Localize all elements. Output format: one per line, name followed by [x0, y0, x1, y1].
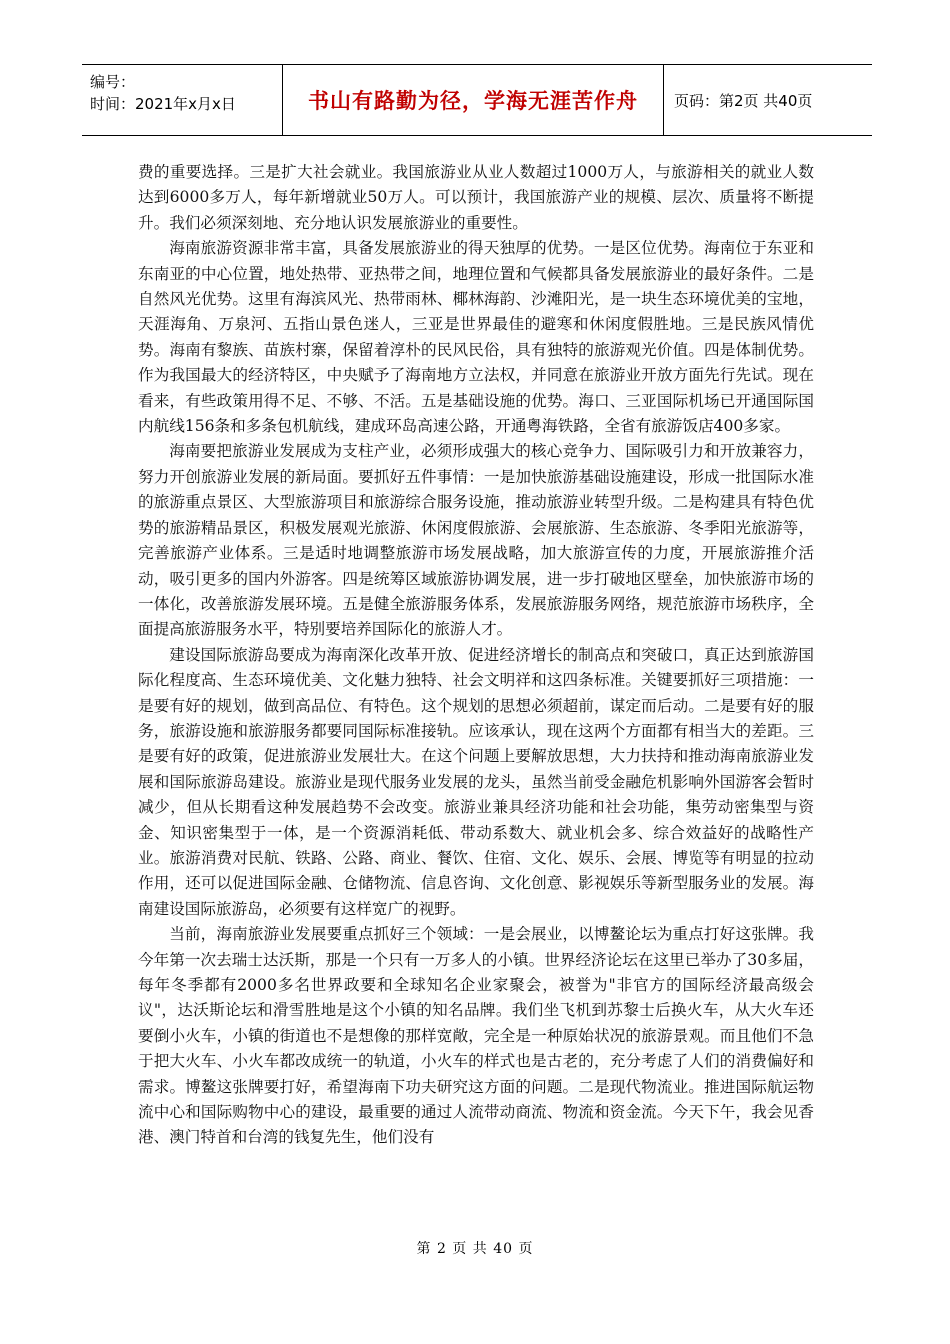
header-meta	[82, 65, 282, 135]
header-page-cell	[664, 65, 872, 135]
body-paragraph: 海南旅游资源非常丰富，具备发展旅游业的得天独厚的优势。一是区位优势。海南位于东亚和东南亚的中心位置，地处热带、亚热带之间，地理位置和气候都具备发展旅游业的最好条件。二是自然风光优势。这里有海滨风光、热带雨林、椰林海韵、沙滩阳光，是一块生态环境优美的宝地，天涯海角、万泉河、五指山景色迷人，三亚是世界最佳的避寒和休闲度假胜地。三是民族风情优势。海南有黎族、苗族村寨，保留着淳朴的民风民俗，具有独特的旅游观光价值。四是体制优势。作为我国最大的经济特区，中央赋予了海南地方立法权，并同意在旅游业开放方面先行先试。现在看来，有些政策用得不足、不够、不活。五是基础设施的优势。海口、三亚国际机场已开通国际国内航线156条和多条包机航线，建成环岛高速公路，开通粤海铁路，全省有旅游饭店400多家。	[138, 239, 814, 436]
body-paragraph: 费的重要选择。三是扩大社会就业。我国旅游业从业人数超过1000万人，与旅游相关的就业人数达到6000多万人，每年新增就业50万人。可以预计，我国旅游产业的规模、层次、质量将不断提升。我们必须深刻地、充分地认识发展旅游业的重要性。	[138, 163, 814, 232]
document-number-label: 编号：	[90, 73, 136, 91]
header-motto-cell	[282, 65, 664, 135]
document-body	[138, 160, 814, 1151]
page-footer: 第 2 页 共 40 页	[416, 1241, 534, 1257]
header-page-number: 页码：第2页 共40页	[674, 91, 813, 110]
body-paragraph: 海南要把旅游业发展成为支柱产业，必须形成强大的核心竞争力、国际吸引力和开放兼容力，努力开创旅游业发展的新局面。要抓好五件事情：一是加快旅游基础设施建设，形成一批国际水准的旅游重点景区、大型旅游项目和旅游综合服务设施，推动旅游业转型升级。二是构建具有特色优势的旅游精品景区，积极发展观光旅游、休闲度假旅游、会展旅游、生态旅游、冬季阳光旅游等，完善旅游产业体系。三是适时地调整旅游市场发展战略，加大旅游宣传的力度，开展旅游推介活动，吸引更多的国内外游客。四是统筹区域旅游协调发展，进一步打破地区壁垒，加快旅游市场的一体化，改善旅游发展环境。五是健全旅游服务体系，发展旅游服务网络，规范旅游市场秩序，全面提高旅游服务水平，特别要培养国际化的旅游人才。	[138, 442, 814, 639]
header-motto: 书山有路勤为径，学海无涯苦作舟	[308, 89, 638, 113]
document-header	[82, 64, 872, 136]
body-paragraph: 建设国际旅游岛要成为海南深化改革开放、促进经济增长的制高点和突破口，真正达到旅游国际化程度高、生态环境优美、文化魅力独特、社会文明祥和这四条标准。关键要抓好三项措施：一是要有好的规划，做到高品位、有特色。这个规划的思想必须超前，谋定而后动。二是要有好的服务，旅游设施和旅游服务都要同国际标准接轨。应该承认，现在这两个方面都有相当大的差距。三是要有好的政策，促进旅游业发展壮大。在这个问题上要解放思想，大力扶持和推动海南旅游业发展和国际旅游岛建设。旅游业是现代服务业发展的龙头，虽然当前受金融危机影响外国游客会暂时减少，但从长期看这种发展趋势不会改变。旅游业兼具经济功能和社会功能，集劳动密集型与资金、知识密集型于一体，是一个资源消耗低、带动系数大、就业机会多、综合效益好的战略性产业。旅游消费对民航、铁路、公路、商业、餐饮、住宿、文化、娱乐、会展、博览等有明显的拉动作用，还可以促进国际金融、仓储物流、信息咨询、文化创意、影视娱乐等新型服务业的发展。海南建设国际旅游岛，必须要有这样宽广的视野。	[138, 645, 814, 918]
body-paragraph: 当前，海南旅游业发展要重点抓好三个领域：一是会展业，以博鳌论坛为重点打好这张牌。我今年第一次去瑞士达沃斯，那是一个只有一万多人的小镇。世界经济论坛在这里已举办了30多届，每年冬季都有2000多名世界政要和全球知名企业家聚会，被誉为"非官方的国际经济最高级会议"，达沃斯论坛和滑雪胜地是这个小镇的知名品牌。我们坐飞机到苏黎士后换火车，从大火车还要倒小火车，小镇的街道也不是想像的那样宽敞，完全是一种原始状况的旅游景观。而且他们不急于把大火车、小火车都改成统一的轨道，小火车的样式也是古老的，充分考虑了人们的消费偏好和需求。博鳌这张牌要打好，希望海南下功夫研究这方面的问题。二是现代物流业。推进国际航运物流中心和国际购物中心的建设，最重要的通过人流带动商流、物流和资金流。今天下午，我会见香港、澳门特首和台湾的钱复先生，他们没有	[138, 925, 814, 1147]
document-date-label: 时间：2021年x月x日	[90, 95, 236, 113]
